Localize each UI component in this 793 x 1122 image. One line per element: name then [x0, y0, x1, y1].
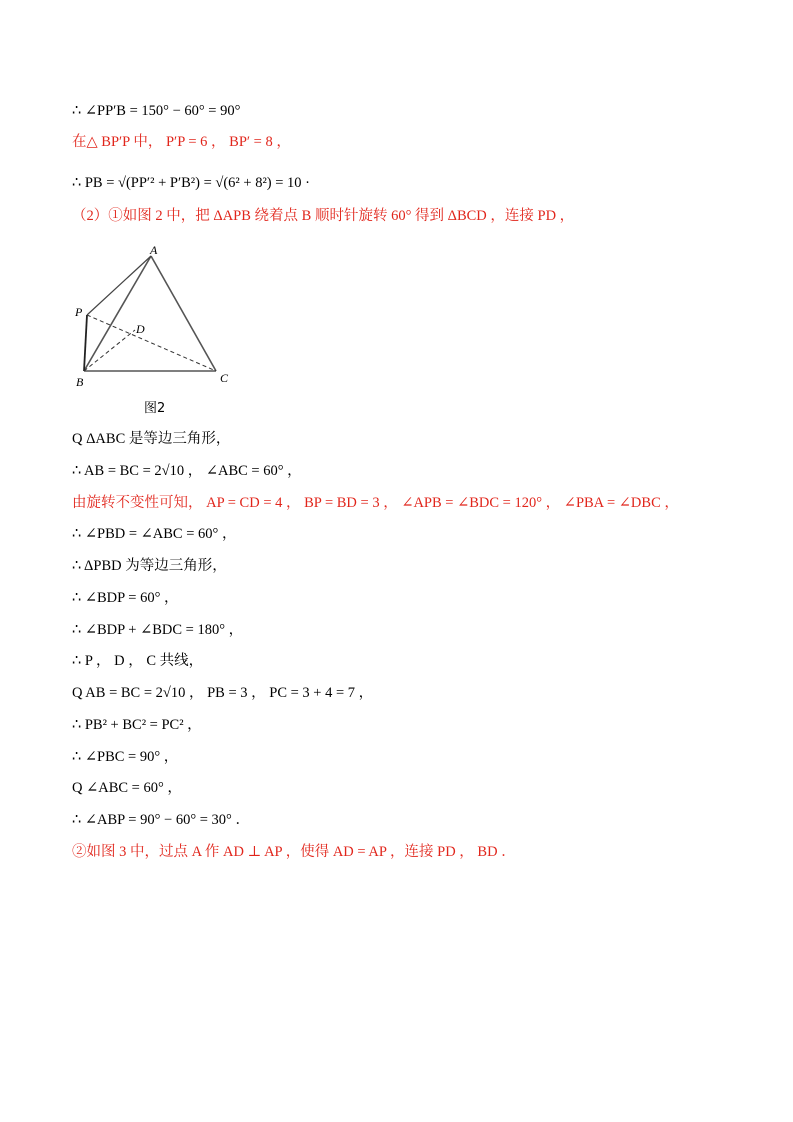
segment-pa — [87, 256, 151, 315]
proof-line-1: ∴ ∠PP′B = 150° − 60° = 90° — [72, 103, 241, 119]
geometry-figure-2 — [70, 240, 240, 420]
proof-line-9: ∴ ΔPBD 为等边三角形， — [72, 558, 227, 574]
proof-line-15: ∴ ∠PBC = 90° ， — [72, 749, 179, 765]
proof-line-12: ∴ P ， D ， C 共线， — [72, 653, 204, 669]
proof-line-13: Q AB = BC = 2√10 ， PB = 3 ， PC = 3 + 4 = 7 ， — [72, 685, 374, 701]
proof-line-7: 由旋转不变性可知， AP = CD = 4 ， BP = BD = 3 ， ∠APB = ∠BDC = 120° ， ∠PBA = ∠DBC ， — [72, 495, 679, 511]
proof-line-8: ∴ ∠PBD = ∠ABC = 60° ， — [72, 526, 237, 542]
segment-ab — [84, 256, 151, 371]
label-b: B — [76, 375, 84, 389]
segment-ac — [151, 256, 216, 371]
proof-line-16: Q ∠ABC = 60° ， — [72, 780, 182, 796]
proof-line-11: ∴ ∠BDP + ∠BDC = 180° ， — [72, 622, 244, 638]
label-d: D — [136, 322, 145, 336]
proof-line-17: ∴ ∠ABP = 90° − 60° = 30° ． — [72, 812, 250, 828]
proof-line-6: ∴ AB = BC = 2√10 ， ∠ABC = 60° ， — [72, 463, 302, 479]
proof-line-10: ∴ ∠BDP = 60° ， — [72, 590, 179, 606]
proof-line-18: ②如图 3 中，过点 A 作 AD ⊥ AP ，使得 AD = AP ，连接 PD ， BD ． — [72, 844, 516, 860]
proof-line-2: 在△ BP′P 中， P′P = 6 ， BP′ = 8 ， — [72, 134, 291, 150]
figure-caption: 图2 — [144, 401, 166, 416]
label-p: P — [75, 305, 83, 319]
segment-pc-dashed — [87, 315, 216, 371]
proof-line-5: Q ΔABC 是等边三角形， — [72, 431, 231, 447]
segment-bd-dashed — [84, 330, 135, 371]
proof-line-3: ∴ PB = √(PP′² + P′B²) = √(6² + 8²) = 10 · — [72, 175, 311, 191]
proof-line-4: （2）①如图 2 中，把 ΔAPB 绕着点 B 顺时针旋转 60° 得到 ΔBCD ，连接 PD ， — [72, 208, 575, 224]
label-c: C — [220, 371, 229, 385]
segment-pb — [84, 315, 87, 371]
label-a: A — [150, 243, 158, 257]
proof-line-14: ∴ PB² + BC² = PC² ， — [72, 717, 202, 733]
